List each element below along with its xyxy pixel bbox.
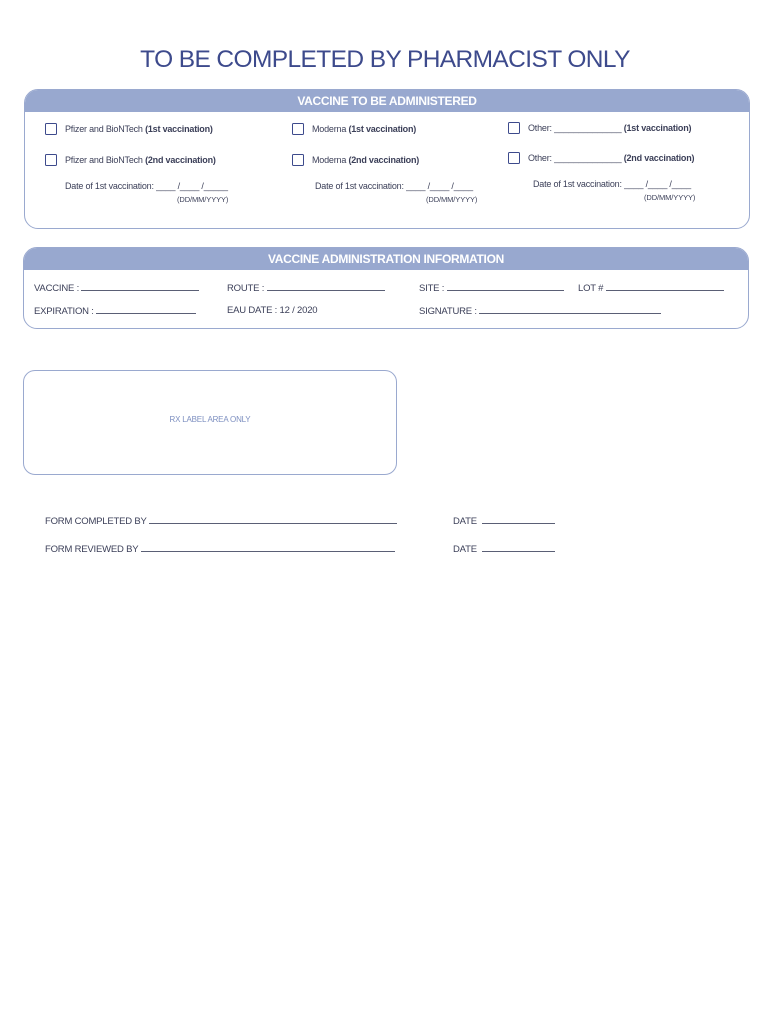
pfizer-1st-checkbox[interactable] — [45, 123, 57, 135]
reviewed-date-field[interactable]: DATE — [453, 543, 555, 555]
moderna-1st-label: Moderna (1st vaccination) — [312, 124, 417, 134]
administration-section — [23, 247, 749, 329]
completed-date-field[interactable]: DATE — [453, 515, 555, 527]
other-1st-checkbox[interactable] — [508, 122, 520, 134]
pfizer-1st-label: Pfizer and BioNTech (1st vaccination) — [65, 124, 213, 134]
vaccine-section-header: VACCINE TO BE ADMINISTERED — [25, 90, 749, 112]
pfizer-date-format: (DD/MM/YYYY) — [177, 195, 229, 204]
other-date-field[interactable]: Date of 1st vaccination: ____ /____ /____ — [533, 179, 691, 189]
page-title: TO BE COMPLETED BY PHARMACIST ONLY — [140, 46, 630, 73]
signature-field[interactable]: SIGNATURE : — [419, 305, 661, 317]
moderna-1st-checkbox[interactable] — [292, 123, 304, 135]
form-completed-by-field[interactable]: FORM COMPLETED BY — [45, 515, 397, 527]
vaccine-section — [24, 89, 750, 229]
pfizer-2nd-checkbox[interactable] — [45, 154, 57, 166]
administration-section-header: VACCINE ADMINISTRATION INFORMATION — [24, 248, 748, 270]
moderna-2nd-label: Moderna (2nd vaccination) — [312, 155, 420, 165]
moderna-date-field[interactable]: Date of 1st vaccination: ____ /____ /____ — [315, 181, 473, 191]
vaccine-field[interactable]: VACCINE : — [34, 282, 199, 294]
pfizer-date-field[interactable]: Date of 1st vaccination: ____ /____ /_____ — [65, 181, 228, 191]
rx-label-text: RX LABEL AREA ONLY — [169, 415, 251, 424]
other-2nd-option — [508, 152, 694, 164]
rx-label-area — [23, 370, 397, 475]
other-2nd-label: Other: ______________ (2nd vaccination) — [528, 153, 695, 163]
moderna-date-format: (DD/MM/YYYY) — [426, 195, 478, 204]
pfizer-2nd-option — [45, 154, 216, 166]
pfizer-1st-option — [45, 123, 213, 135]
pfizer-2nd-label: Pfizer and BioNTech (2nd vaccination) — [65, 155, 216, 165]
moderna-2nd-checkbox[interactable] — [292, 154, 304, 166]
other-2nd-checkbox[interactable] — [508, 152, 520, 164]
lot-field[interactable]: LOT # — [578, 282, 724, 294]
eau-date-field: EAU DATE : 12 / 2020 — [227, 305, 318, 316]
route-field[interactable]: ROUTE : — [227, 282, 385, 294]
other-1st-option — [508, 122, 691, 134]
moderna-2nd-option — [292, 154, 419, 166]
form-reviewed-by-field[interactable]: FORM REVIEWED BY — [45, 543, 395, 555]
other-1st-label: Other: ______________ (1st vaccination) — [528, 123, 692, 133]
other-date-format: (DD/MM/YYYY) — [644, 193, 696, 202]
moderna-1st-option — [292, 123, 416, 135]
expiration-field[interactable]: EXPIRATION : — [34, 305, 196, 317]
site-field[interactable]: SITE : — [419, 282, 564, 294]
